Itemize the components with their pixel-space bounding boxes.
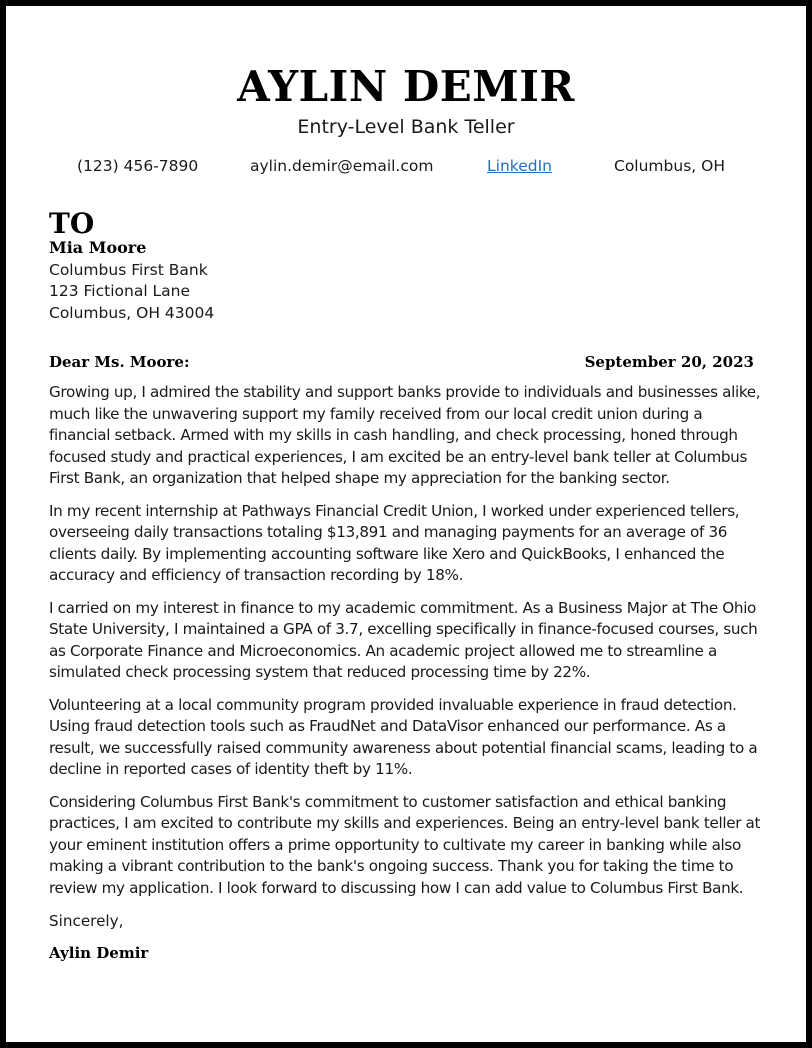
body-paragraph-2: In my recent internship at Pathways Financial Credit Union, I worked under experienced tellers, overseeing daily transactions totaling $13,891 and managing payments for an average of 36 clients daily. By implementing accounting software like Xero and QuickBooks, I enhanced the accuracy and efficiency of transaction recording by 18%. — [49, 501, 740, 584]
body-paragraph-3: I carried on my interest in finance to my academic commitment. As a Business Major at The Ohio State University, I maintained a GPA of 3.7, excelling specifically in finance-focused courses, such as Corporate Finance and Microeconomics. An academic project allowed me to streamline a simulated check processing system that reduced processing time by 22%. — [49, 598, 758, 681]
body-paragraph-4: Volunteering at a local community program provided invaluable experience in fraud detection. Using fraud detection tools such as FraudNet and DataVisor enhanced our performance. As a result, we successfully raised community awareness about potential financial scams, leading to a decline in reported cases of identity theft by 11%. — [49, 695, 758, 778]
to-heading: TO — [49, 207, 95, 240]
letter-date: September 20, 2023 — [584, 353, 754, 371]
job-title: Entry-Level Bank Teller — [297, 116, 515, 138]
recipient-street: 123 Fictional Lane — [49, 282, 191, 300]
body-paragraph-5: Considering Columbus First Bank's commitment to customer satisfaction and ethical banking practices, I am excited to contribute my skills and experiences. Being an entry-level bank teller at your eminent institution offers a prime opportunity to cultivate my career in banking while also making a vibrant contribution to the bank's ongoing success. Thank you for taking the time to review my application. I look forward to discussing how I can add value to Columbus First Bank. — [49, 792, 761, 897]
recipient-company: Columbus First Bank — [49, 261, 208, 279]
salutation: Dear Ms. Moore: — [49, 353, 190, 371]
recipient-name: Mia Moore — [49, 238, 147, 257]
contact-email: aylin.demir@email.com — [250, 157, 434, 175]
recipient-city: Columbus, OH 43004 — [49, 304, 215, 322]
letter-body — [49, 382, 767, 964]
body-paragraph-1: Growing up, I admired the stability and support banks provide to individuals and businesses alike, much like the unwavering support my family received from our local credit union during a financial setback. Armed with my skills in cash handling, and check processing, honed through focused study and practical experiences, I am excited be an entry-level bank teller at Columbus First Bank, an organization that helped shape my appreciation for the banking sector. — [49, 383, 761, 487]
contact-location: Columbus, OH — [614, 157, 725, 175]
linkedin-link[interactable]: LinkedIn — [487, 157, 552, 175]
signature-name: Aylin Demir — [49, 944, 149, 962]
closing: Sincerely, — [49, 912, 124, 930]
contact-phone: (123) 456-7890 — [77, 157, 199, 175]
applicant-name: AYLIN DEMIR — [237, 62, 575, 111]
